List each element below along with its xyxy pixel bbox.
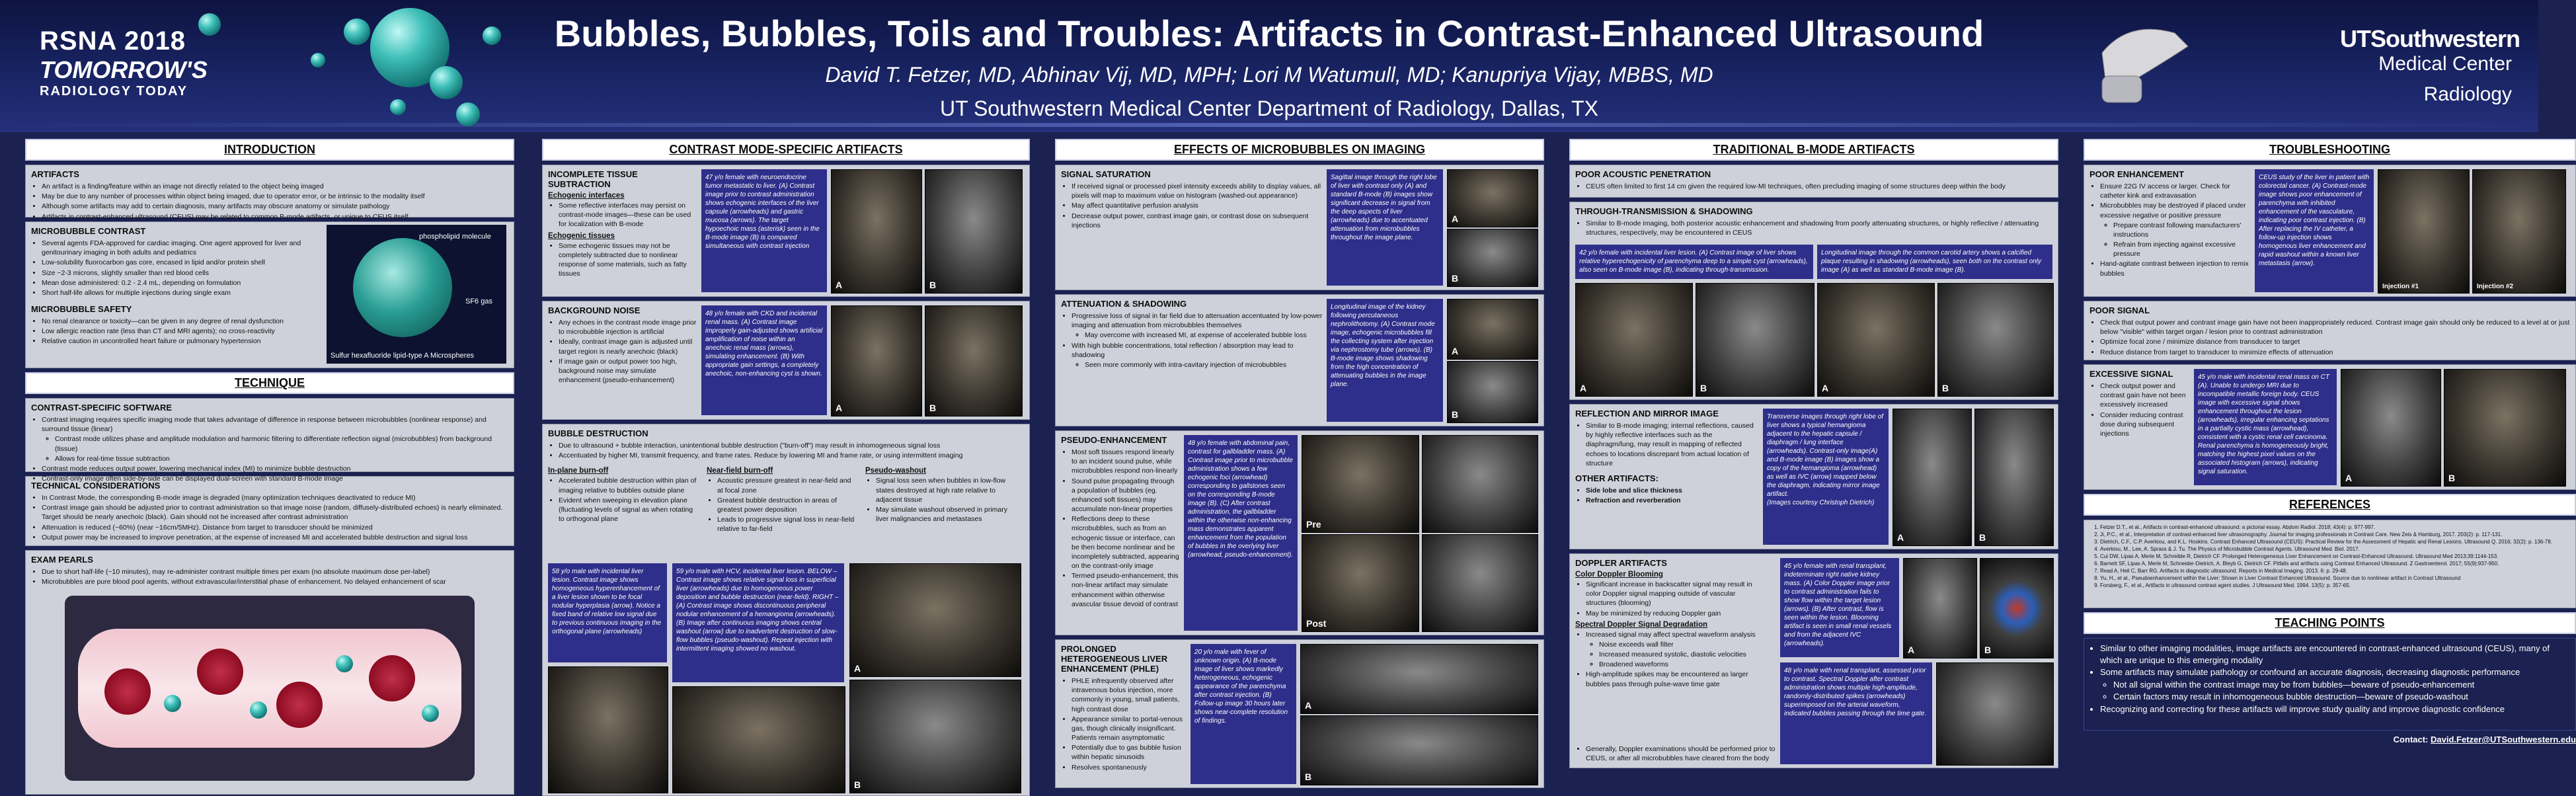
list-item: • Greatest bubble destruction in areas of greatest power deposition (717, 496, 859, 514)
list-item: • May simulate washout observed in primary liver malignancies and metastases (876, 505, 1017, 524)
list-item: • Reflections deep to these microbubbles, such as from an echogenic tissue or interface, can be then become nonlinear and be incompletely subtracted, appearing on the contrast-only image (1072, 514, 1180, 571)
list-item: • Signal loss seen when bubbles in low-flow states destroyed at high rate relative to adjacent tissue (876, 476, 1017, 504)
ultrasound-image: B (1696, 283, 1815, 397)
ultrasound-image: B (925, 169, 1023, 294)
panel-signal-saturation (1055, 165, 1544, 290)
list-item: • Contrast imaging requires specific imaging mode that takes advantage of difference in response between microbubbles (nonlinear response) and surround tissue (linear) (42, 415, 508, 434)
department: UT Southwestern Medical Center Department of Radiology, Dallas, TX (939, 97, 1598, 120)
ultrasound-image (2472, 169, 2566, 294)
other-title: OTHER ARTIFACTS: (1575, 473, 1659, 483)
list-item: • Recognizing and correcting for these artifacts will improve study quality and improve diagnostic confidence (2100, 703, 2570, 715)
list-item: • Consider reducing contrast dose during subsequent injections (2100, 411, 2189, 439)
pseudo-title: PSEUDO-ENHANCEMENT (1061, 435, 1167, 445)
list-item: • Microbubbles are pure blood pool agents, without extravascular/interstitial phase of enhancement. No delayed enhancement of scar (42, 577, 508, 586)
bubble-decoration (344, 19, 370, 45)
ct-image: A (2341, 369, 2441, 487)
list-item: ◦ Contrast mode utilizes phase and amplitude modulation and harmonic filtering to differentiate reflection signal (microbubbles) from background (tissue) (55, 434, 508, 453)
list-item: • High-amplitude spikes may be encountered as larger bubbles pass through pulse-wave time gate (1586, 670, 1767, 688)
sf6-label: SF6 gas (465, 298, 492, 305)
list-item: • If received signal or processed pixel intensity exceeds ability to display values, all pixels will map to maximum value on histogram (washed-out appearance) (1072, 182, 1325, 200)
list-item: • Decrease output power, contrast image gain, or contrast dose on subsequent injections (1072, 212, 1325, 230)
list-item: • Appearance similar to portal-venous gas, though clinically insignificant. Patients remain asymptomatic (1072, 715, 1187, 743)
sat-title: SIGNAL SATURATION (1061, 169, 1151, 179)
ultrasound-probe-icon (2089, 13, 2201, 112)
microsphere-caption: Sulfur hexafluoride lipid-type A Microspheres (331, 352, 475, 360)
panel-phle (1055, 639, 1544, 788)
list-item: • Termed pseudo-enhancement, this non-linear artifact may simulate enhancement within otherwise avascular tissue devoid of contrast (1072, 571, 1180, 609)
list-item: • Due to ultrasound + bubble interaction, unintentional bubble destruction ("burn-off") may result in inhomogeneous signal loss (559, 441, 1024, 450)
reference-item: 4. Averkiou, M., Lee, A. Sprass & J. Tu. The Physics of Microbubble Contrast Agents. Ultrasound Med. Biol. 2017. (2100, 546, 2570, 553)
header-stripe (0, 123, 2538, 127)
reference-item: 6. Barnett SF, Lipas A, Merle M, Schneider-Dietrich, A. Bleyb G, Dietrich CF. Pitfalls and artifacts using Contrast Enhanced Ultrasound. Z Gastroenterol. 2017; 55(9):937-950. (2100, 561, 2570, 567)
list-item: • Low-solubility fluorocarbon gas core, encased in lipid and/or protein shell (42, 258, 322, 267)
panel-doppler (1569, 553, 2058, 768)
sub-echogenic-tissues: Echogenic tissues (548, 231, 615, 240)
contact-line (2084, 735, 2576, 744)
att-title: ATTENUATION & SHADOWING (1061, 299, 1187, 309)
injection-2-label: Injection #2 (2477, 283, 2514, 290)
sub-nearfield: Near-field burn-off (707, 467, 773, 475)
list-item: • Hand-agitate contrast between injection to remix bubbles (2100, 259, 2251, 278)
list-item: • Optimize focal zone / minimize distance from transducer to target (2100, 337, 2570, 346)
reference-item: 5. Cui DW, Lipas A, Merle M, Schreible R, Dietrich CF. Prolonged Heterogeneous Liver Enhancement on Contrast-Enhanced Ultrasound. Ultrasound Med 2013;39:1144-153. (2100, 553, 2570, 560)
list-item: ◦ Prepare contrast following manufacturers' instructions (2113, 221, 2251, 239)
ultrasound-image: B (1300, 715, 1538, 785)
panel-references (2084, 520, 2576, 608)
list-item: • Reduce distance from target to transducer to minimize effects of attenuation (2100, 348, 2570, 357)
safety-title: MICROBUBBLE SAFETY (31, 304, 132, 315)
ultrasound-image: B (925, 305, 1023, 417)
panel-technical (25, 476, 514, 546)
pearls-title: EXAM PEARLS (31, 555, 93, 565)
ultrasound-image (1302, 534, 1419, 632)
panel-poor-signal (2084, 301, 2576, 360)
sub-pseudo-washout: Pseudo-washout (865, 467, 927, 475)
list-item: • Check that output power and contrast image gain have not been inappropriately reduced. Contrast image gain should only be reduced to a level at or just below "visible" within target organ / lesion prior to contrast administration (2100, 318, 2570, 337)
caption-credit: (Images courtesy Christoph Dietrich) (1767, 499, 1875, 506)
list-item: • Short half-life allows for multiple injections during single exam (42, 288, 322, 298)
list-item: • Potentially due to gas bubble fusion within hepatic sinusoids (1072, 743, 1187, 762)
contact-label: Contact: (2393, 735, 2429, 744)
list-item: • May be minimized by reducing Doppler gain (1586, 609, 1767, 618)
list-item: • May affect quantitative perfusion analysis (1072, 201, 1325, 210)
list-item: • Mean dose administered: 0.2 - 2.4 mL, depending on formulation (42, 278, 322, 288)
list-item: • Contrast mode reduces output power, lowering mechanical index (MI) to minimize bubble destruction (42, 464, 508, 473)
list-item: • CEUS often limited to first 14 cm given the required low-MI techniques, often precluding imaging of some structures deep within the body (1586, 182, 2052, 191)
bubble-decoration (390, 99, 406, 115)
ut-label: UTSouthwestern (2340, 25, 2520, 52)
list-item: ◦ Not all signal within the contrast image may be from bubbles—beware of pseudo-enhancement (2113, 679, 2570, 691)
heading-microbubble-effects: EFFECTS OF MICROBUBBLES ON IMAGING (1055, 139, 1544, 161)
list-item: ◦ Noise exceeds wall filter (1599, 640, 1767, 649)
list-item: • Sound pulse propagating through a population of bubbles (eg. enhanced soft tissues) may accumulate non-linear properties (1072, 477, 1180, 514)
column-microbubble-effects (1055, 139, 1544, 783)
reference-item: 8. Yu, H., et al., Pseudoenhancement within the Liver: Shown in Liver Contrast Enhanced Ultrasound. Source due to nonlinear artifact in Contrast Ultrasound (2100, 575, 2570, 582)
list-item: • Side lobe and slice thickness (1586, 486, 1760, 495)
ultrasound-image: B (2444, 369, 2566, 487)
list-item: • Size ~2-3 microns, slightly smaller than red blood cells (42, 268, 322, 278)
list-item: ◦ Refrain from injecting against excessive pressure (2113, 240, 2251, 259)
panel-attenuation (1055, 294, 1544, 426)
ut-southwestern-logo (2340, 25, 2520, 106)
rsna-logo (40, 26, 208, 99)
list-item: • Evident when sweeping in elevation plane (fluctuating levels of signal as when rotating to orthogonal plane (559, 496, 700, 524)
poster-header (0, 0, 2538, 132)
list-item: • Resolves spontaneously (1072, 763, 1187, 772)
figure-caption: 42 y/o female with incidental liver lesion. (A) Contrast image of liver shows relative hyperechogenicity of parenchyma deep to a simple cyst (arrowheads), also seen on B-mode image (B), indicating through-transmission. (1575, 245, 1813, 279)
list-item: • PHLE infrequently observed after intravenous bolus injection, more commonly in young, small patients, high contrast dose (1072, 676, 1187, 714)
list-item: • Low allergic reaction rate (less than CT and MRI agents); no cross-reactivity (42, 327, 322, 336)
list-item: • Generally, Doppler examinations should be performed prior to CEUS, or after all microbubbles have cleared from the body (1586, 744, 1784, 763)
poster-title: Bubbles, Bubbles, Toils and Troubles: Artifacts in Contrast-Enhanced Ultrasound (554, 13, 1984, 54)
ultrasound-image: A (831, 169, 922, 294)
figure-caption: Longitudinal image through the common carotid artery shows a calcified plaque resulting in shadowing (arrowheads), seen both on the contrast only image (A) as well as standard B-mode image (B). (1817, 245, 2052, 279)
heading-references: REFERENCES (2084, 494, 2576, 516)
ultrasound-image (2378, 169, 2470, 294)
ultrasound-image: A (1300, 644, 1538, 714)
reference-item: 9. Forsberg, F., et al., Artifacts in ultrasound contrast agent studies. J Ultrasound Med. 1994. 13(5): p. 357-65. (2100, 582, 2570, 589)
excess-title: EXCESSIVE SIGNAL (2089, 369, 2173, 379)
panel-teaching (2084, 638, 2576, 731)
list-item: ◦ Allows for real-time tissue subtraction (55, 454, 508, 463)
figure-caption: 20 y/o male with fever of unknown origin. (A) B-mode image of liver shows markedly heterogeneous, echogenic appearance of the parenchyma after contrast injection. (B) Follow-up image 30 hours later shows near-complete resolution of findings. (1190, 644, 1296, 784)
radiology-label: Radiology (2423, 83, 2512, 105)
figure-caption: 59 y/o male with HCV, incidental liver lesion. BELOW – Contrast image shows relative signal loss in superficial liver (arrowheads) due to homogeneous power deposition and bubble destruction (near-field). RIGHT – (A) Contrast image shows discontinuous peripheral nodular enhancement of a hemangioma (arrowheads). (B) Image after continuous imaging shows central washout (arrow) due to inadvertent destruction of slow-flow bubbles (pseudo-washout). Repeat injection with intermittent imaging showed no washout. (672, 563, 844, 682)
ultrasound-image (672, 686, 845, 793)
injection-1-label: Injection #1 (2382, 283, 2419, 290)
poorsig-title: POOR SIGNAL (2089, 305, 2150, 315)
panel-bubble-destruction (542, 424, 1030, 796)
ultrasound-image: B (1937, 283, 2054, 397)
authors: David T. Fetzer, MD, Abhinav Vij, MD, MPH; Lori M Watumull, MD; Kanupriya Vijay, MBBS, MD (825, 63, 1713, 87)
list-item: • Similar to B-mode imaging; internal reflections, caused by highly reflective interfaces such as the diaphragm/lung, may result in mapping of reflected echoes to locations discrepant from actual location of structure (1586, 421, 1760, 468)
reference-item: 7. Read A, Heil C, Barr RG. Artifacts in diagnostic ultrasound. Reports in Medical Imaging. 2013. 6: p. 29-48. (2100, 568, 2570, 575)
spectral-doppler-image (1936, 662, 2054, 766)
column-bmode-artifacts (1569, 139, 2058, 783)
list-item: • Some echogenic tissues may not be completely subtracted due to nonlinear response of some materials, such as fatty tissues (559, 241, 697, 279)
heading-bmode: TRADITIONAL B-MODE ARTIFACTS (1569, 139, 2058, 161)
sub-echogenic-interfaces: Echogenic interfaces (548, 192, 625, 200)
list-item: ◦ Increased measured systolic, diastolic velocities (1599, 650, 1767, 659)
ultrasound-image (1302, 435, 1419, 533)
list-item: • Leads to progressive signal loss in near-field relative to far-field (717, 515, 859, 534)
heading-introduction: INTRODUCTION (25, 139, 514, 161)
ultrasound-image: A (1447, 169, 1538, 227)
panel-incomplete-subtraction (542, 165, 1030, 297)
list-item: • Accelerated bubble destruction within plan of imaging relative to bubbles outside plane (559, 476, 700, 495)
caption-text: Transverse images through right lobe of liver shows a typical hemangioma adjacent to the hepatic capsule / diaphragm / lung interface (arrowheads). Contrast-only image(A) and B-mode image (B) images show a copy of the hemangioma (arrowhead) as well as IVC (arrow) mapped below the diaphragm, indicating mirror image artifact. (1767, 413, 1884, 498)
panel-pearls (25, 550, 514, 795)
list-item: • Any echoes in the contrast mode image prior to microbubble injection is artificial (559, 318, 697, 337)
figure-caption: CEUS study of the liver in patient with colorectal cancer. (A) Contrast-mode image shows poor enhancement of parenchyma with inhibited enhancement of the vasculature, indicating poor contrast injection. (B) After replacing the IV catheter, a follow-up injection shows homogenous liver enhancement and rapid washout within a known liver metastasis (arrow). (2255, 169, 2374, 292)
incomplete-title: INCOMPLETE TISSUE SUBTRACTION (548, 169, 638, 189)
medical-center-label: Medical Center (2378, 53, 2512, 75)
label-pre: Pre (1306, 519, 1321, 530)
list-item: • Similar to other imaging modalities, image artifacts are encountered in contrast-enhanced ultrasound (CEUS), many of which are unique to this emerging modality (2100, 643, 2570, 666)
list-item: • An artifact is a finding/feature within an image not directly related to the object being imaged (42, 182, 508, 191)
list-item: • Although some artifacts may add to certain diagnosis, many artifacts may obscure anatomy or simulate pathology (42, 202, 508, 211)
software-title: CONTRAST-SPECIFIC SOFTWARE (31, 403, 173, 413)
ultrasound-image: A (831, 305, 922, 417)
list-item: • Relative caution in uncontrolled heart failure or pulmonary hypertension (42, 337, 322, 346)
list-item: • Several agents FDA-approved for cardiac imaging. One agent approved for liver and genitourinary imaging in both adults and pediatrics (42, 239, 322, 257)
figure-caption: 45 y/o male with incidental renal mass on CT (A). Unable to undergo MRI due to incompatible metallic foreign body. CEUS image with excessive signal shows enhancement throughout the lesion (arrowheads), irregular enhancing septations in a partially cystic mass (arrowhead), consistent with a cystic renal cell carcinoma. Renal parenchyma is homogeneously bright, matching the highest pixel values on the associated histogram (arrows), indicating signal saturation. (2194, 369, 2337, 485)
list-item: • In Contrast Mode, the corresponding B-mode image is degraded (many optimization techniques deactivated to reduce MI) (42, 493, 508, 502)
ultrasound-image: A (849, 563, 1021, 677)
artifacts-title: ARTIFACTS (31, 169, 79, 179)
panel-poor-penetration (1569, 165, 2058, 198)
figure-caption: 48 y/o female with CKD and incidental renal mass. (A) Contrast image improperly gain-adjusted shows artificial amplification of noise within an anechoic renal mass (arrows), simulating enhancement. (B) With appropriate gain settings, a completely anechoic, non-enhancing cyst is shown. (701, 305, 827, 415)
red-blood-cell (276, 682, 323, 728)
list-item: • Artifacts in contrast-enhanced ultrasound (CEUS) may be related to common B-mode artifacts, or unique to CEUS itself (42, 212, 508, 221)
reflect-title: REFLECTION AND MIRROR IMAGE (1575, 409, 1719, 418)
sub-color-doppler: Color Doppler Blooming (1575, 571, 1663, 578)
panel-excessive-signal (2084, 364, 2576, 490)
panel-pseudo-enhancement (1055, 430, 1544, 635)
figure-caption: Longitudinal image of the kidney following percutaneous nephrolithotomy. (A) Contrast mode image, echogenic microbubbles fill the collecting system after injection via nephrostomy tube (arrows). (B) B-mode image shows shadowing from the high concentration of attenuating bubbles in the image plane. (1327, 299, 1443, 422)
list-item: • Attenuation is reduced (~60%) (near ~16cm/5MHz). Distance from target to transducer should be minimized (42, 523, 508, 532)
list-item: • Some reflective interfaces may persist on contrast-mode images—these can be used for localization with B-mode (559, 201, 697, 229)
list-item: • No renal clearance or toxicity—can be given in any degree of renal dysfunction (42, 317, 322, 326)
bubble-decoration (430, 66, 463, 99)
list-item: • Acoustic pressure greatest in near-field and at focal zone (717, 476, 859, 495)
sub-spectral-doppler: Spectral Doppler Signal Degradation (1575, 620, 1708, 629)
red-blood-cell (369, 655, 415, 701)
list-item: • Output power may be increased to improve penetration, at the expense of increased MI and accelerated bubble destruction and signal loss (42, 533, 508, 542)
doppler-title: DOPPLER ARTIFACTS (1575, 558, 1667, 568)
bubble-decoration (198, 13, 221, 36)
tech-title: TECHNICAL CONSIDERATIONS (31, 481, 161, 491)
list-item: • Most soft tissues respond linearly to an incident sound pulse, while microbubbles respond non-linearly (1072, 448, 1180, 476)
phle-title: PROLONGED HETEROGENEOUS LIVER ENHANCEMENT (PHLE) (1061, 644, 1168, 674)
blood-vessel-illustration (65, 596, 475, 781)
heading-technique: TECHNIQUE (25, 372, 514, 394)
contact-email-link[interactable]: David.Fetzer@UTSouthwestern.edu (2431, 735, 2576, 744)
ultrasound-image (1422, 534, 1538, 632)
radiology-today-label: RADIOLOGY TODAY (40, 84, 188, 99)
through-title: THROUGH-TRANSMISSION & SHADOWING (1575, 206, 1753, 216)
poster-title-block (463, 12, 2076, 121)
figure-caption (1763, 409, 1889, 545)
list-item: • Due to short half-life (~10 minutes), may re-administer contrast multiple times per exam (no absolute maximum dose per-label) (42, 567, 508, 577)
column-troubleshooting (2084, 139, 2576, 783)
list-item: • Similar to B-mode imaging, both posterior acoustic enhancement and shadowing from poorly attenuating structures, or highly reflective / attenuating structures, respectively, may be encountered in CEUS (1586, 219, 2052, 237)
list-item: • Accentuated by higher MI, transmit frequency, and frame rates. Reduce by lowering MI and frame rate, or using intermittent imaging (559, 451, 1024, 460)
ultrasound-image: B (849, 680, 1021, 793)
panel-poor-enhancement (2084, 165, 2576, 297)
list-item: ◦ Certain factors may result in inhomogeneous bubble destruction—beware of pseudo-washout (2113, 691, 2570, 703)
panel-reflection (1569, 404, 2058, 549)
list-item: ◦ May overcome with increased MI, at expense of accelerated bubble loss (1085, 331, 1325, 340)
ultrasound-image: B (1447, 229, 1538, 287)
poorenh-title: POOR ENHANCEMENT (2089, 169, 2185, 179)
figure-caption: 48 y/o female with abdominal pain, contrast for gallbladder mass. (A) Contrast image prior to microbubble administration shows a few echogenic foci (arrowhead) corresponding to gallstones seen on the corresponding B-mode image (B). (C) After contrast administration, the gallbladder within the otherwise non-enhancing mass demonstrates apparent enhancement from the population of bubbles in the overlying liver (arrowhead, pseudo-enhancement). (1184, 435, 1298, 631)
figure-caption: Sagittal image through the right lobe of liver with contrast only (A) and standard B-mode (B) images show significant decrease in signal from the deep aspects of liver (arrowheads) due to accentuated attenuation from microbubbles throughout the image plane. (1327, 169, 1443, 286)
doppler-image: A (1903, 558, 1977, 658)
heading-contrast-mode: CONTRAST MODE-SPECIFIC ARTIFACTS (542, 139, 1030, 161)
ultrasound-image: A (1447, 299, 1538, 360)
figure-caption: 48 y/o male with renal transplant, assessed prior to contrast. Spectral Doppler after contrast administration shows multiple high-amplitude, randomly-distributed spikes (arrowheads) superimposed on the arterial waveform, indicated bubbles passing through the time gate. (1780, 662, 1932, 764)
figure-caption: 45 y/o female with renal transplant, indeterminate right native kidney mass. (A) Color Doppler image prior to contrast administration fails to show flow within the target lesion (arrows). (B) After contrast, flow is seen within the lesion. Blooming artifact is seen in small renal vessels and from the adjacent IVC (arrowheads). (1780, 558, 1899, 657)
microsphere-illustration (353, 238, 452, 337)
panel-background-noise (542, 301, 1030, 420)
list-item: • Increased signal may affect spectral waveform analysis (1586, 630, 1767, 639)
panel-software (25, 398, 514, 483)
destruct-title: BUBBLE DESTRUCTION (548, 428, 648, 438)
ultrasound-image: A (1575, 283, 1693, 397)
red-blood-cell (197, 649, 243, 695)
ultrasound-image (1422, 435, 1538, 533)
ultrasound-image: A (1817, 283, 1935, 397)
tomorrows-label: TOMORROW'S (40, 56, 208, 83)
panel-microbubble (25, 221, 514, 368)
reference-item: 2. Ji, P.C., et al., Interpretation of contrast-enhanced liver ultrasonography. Journal for imaging professionals in Contrast Care. New Zeis & Hamburg, 2017. 203(2): p. 117-131. (2100, 532, 2570, 538)
figure-caption: 58 y/o male with incidental liver lesion. Contrast image shows homogeneous hyperenhancement of a liver lesion shown to be focal nodular hyperplasia (arrow). Notice a fixed band of relative low signal due to previous continuous imaging in the orthogonal plane (arrowheads) (548, 563, 667, 662)
column-contrast-mode-artifacts (542, 139, 1030, 790)
list-item: ◦ Broadened waveforms (1599, 660, 1767, 669)
list-item: • Contrast image gain should be adjusted prior to contrast administration so that image noise (random, diffusely-distributed echoes) is nearly eliminated. Target should be nearly anechoic (black). Gain should not be increased after contrast administration (42, 503, 508, 522)
sub-inplane: In-plane burn-off (548, 467, 609, 475)
heading-troubleshooting: TROUBLESHOOTING (2084, 139, 2576, 161)
noise-title: BACKGROUND NOISE (548, 305, 641, 315)
ultrasound-image: A (1893, 409, 1972, 546)
phospholipid-label: phospholipid molecule (419, 233, 491, 241)
ultrasound-image (548, 666, 668, 793)
list-item: • Ensure 22G IV access or larger. Check for catheter kink and extravasation (2100, 182, 2251, 200)
rsna-label: RSNA 2018 (40, 26, 186, 56)
list-item: • Check output power and contrast gain have not been excessively increased (2100, 381, 2189, 410)
list-item: • Significant increase in backscatter signal may result in color Doppler signal mapping outside of vascular structures (blooming) (1586, 580, 1767, 608)
ultrasound-image: B (1974, 409, 2054, 546)
panel-through-transmission (1569, 202, 2058, 400)
ultrasound-image: B (1447, 361, 1538, 423)
list-item: • With high bubble concentrations, total reflection / absorption may lead to shadowing (1072, 341, 1325, 360)
list-item: ◦ Seen more commonly with intra-cavitary injection of microbubbles (1085, 360, 1325, 370)
microsphere-figure (327, 225, 506, 364)
list-item: • May be due to any number of processes within object being imaged, due to operator error, or be intrinsic to the modality itself (42, 192, 508, 201)
list-item: • Some artifacts may simulate pathology or confound an accurate diagnosis, decreasing diagnostic performance (2100, 666, 2570, 678)
label-post: Post (1306, 618, 1327, 629)
micro-title: MICROBUBBLE CONTRAST (31, 226, 146, 236)
reference-item: 3. Dietrich, C.F., C.P. Averkiou, and K.L. Hoskins. Contrast Enhanced Ultrasound (CEUS): Practical Review for the Assessment of Hepatic and Renal Lesions. Ultrasound Q. 2016; 32(2): p. 136-78. (2100, 539, 2570, 545)
red-blood-cell (104, 668, 151, 715)
list-item: • Ideally, contrast image gain is adjusted until target region is nearly anechoic (black) (559, 337, 697, 356)
reference-item: 1. Fetzer D.T., et al., Artifacts in contrast-enhanced ultrasound: a pictorial essay. Abdom Radiol. 2018; 43(4): p. 977-997. (2100, 524, 2570, 531)
list-item: • If image gain or output power too high, background noise may simulate enhancement (pseudo-enhancement) (559, 357, 697, 385)
panel-artifacts (25, 165, 514, 221)
list-item: • Progressive loss of signal in far field due to attenuation accentuated by low-power imaging and attenuation from microbubbles themselves (1072, 311, 1325, 330)
doppler-image: B (1980, 558, 2054, 658)
poor-title: POOR ACOUSTIC PENETRATION (1575, 169, 1711, 179)
heading-teaching: TEACHING POINTS (2084, 612, 2576, 634)
figure-caption: 47 y/o female with neuroendocrine tumor metastatic to liver. (A) Contrast image prior to contrast administration shows echogenic interfaces of the liver capsule (arrowheads) and gastric mucosa (arrows). The target hypoechoic mass (asterisk) seen in the B-mode image (B) is compared simultaneous with contrast injection (701, 169, 827, 292)
list-item: • Microbubbles may be destroyed if placed under excessive negative or positive pressure (2100, 201, 2251, 219)
column-introduction (25, 139, 514, 783)
bubble-decoration (311, 53, 325, 67)
list-item: • Refraction and reverberation (1586, 496, 1760, 505)
list-item: • Contrast-only image often side-by-side can be displayed dual-screen with standard B-mode image (42, 474, 508, 483)
